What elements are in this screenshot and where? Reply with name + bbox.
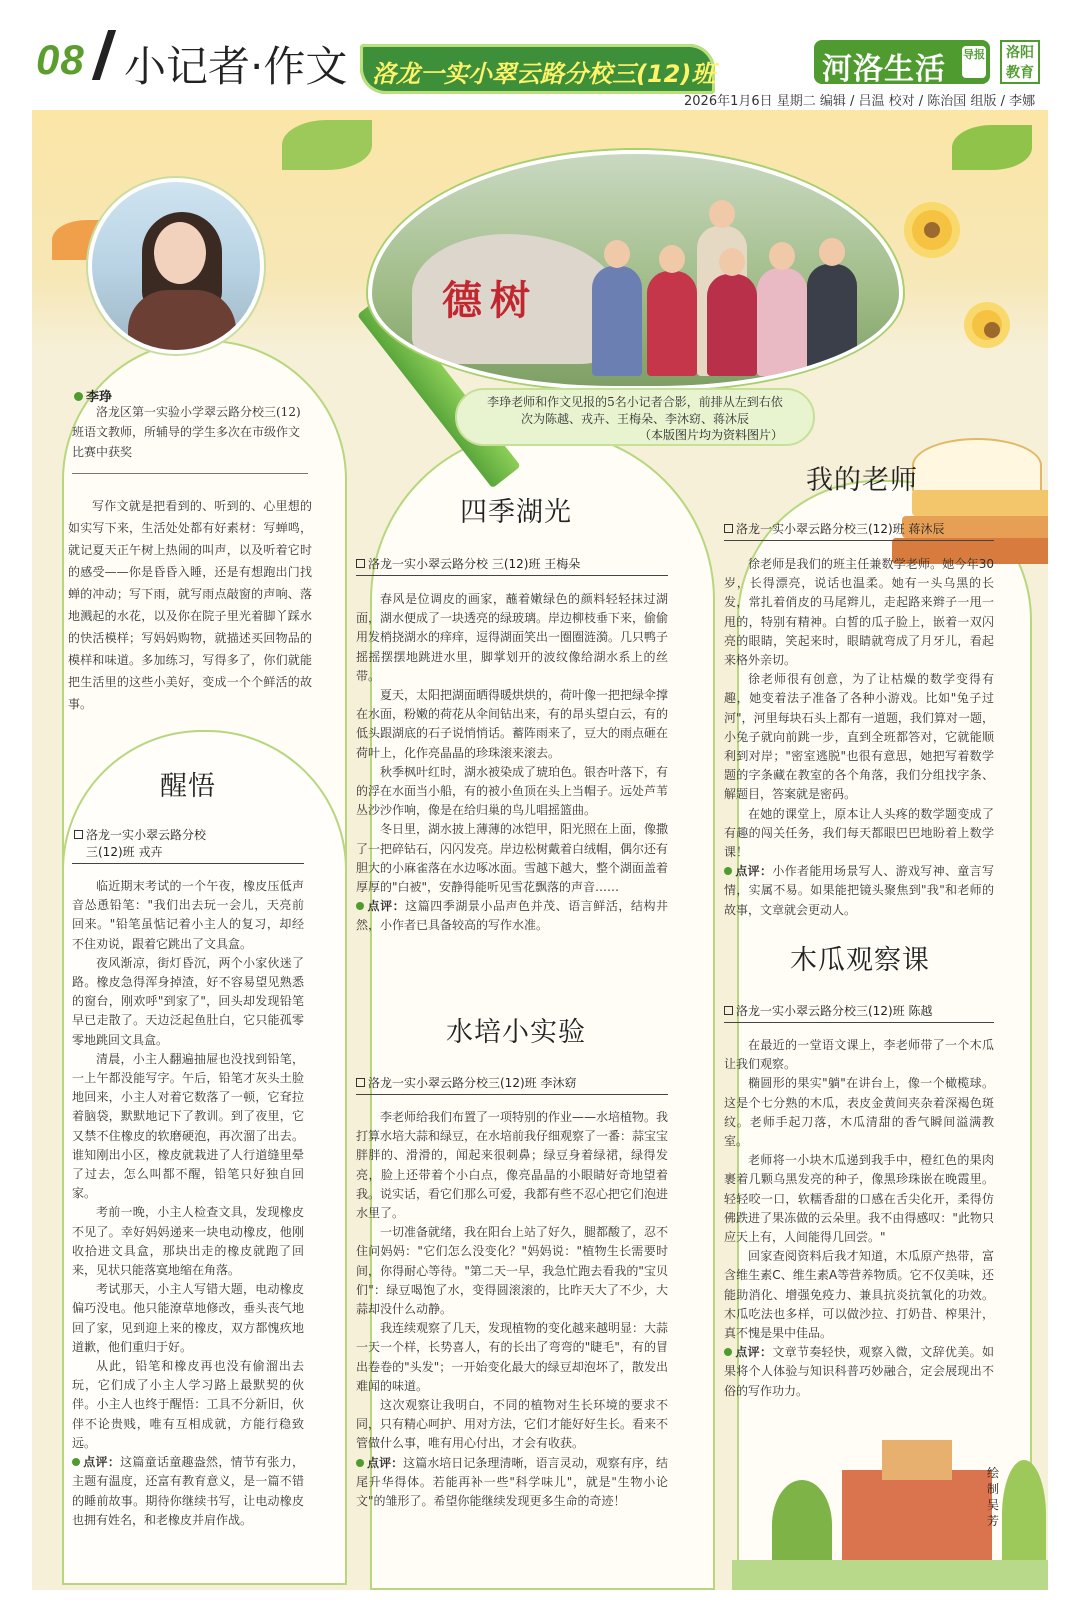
byline-papaya [724,1002,932,1019]
lawn [732,1560,1048,1590]
comment-lake [356,897,668,935]
paragraph: 夏天，太阳把湖面晒得暖烘烘的，荷叶像一把把绿伞撑在水面，粉嫩的荷花从伞间钻出来，有的昂头望白云，有的低头跟湖底的石子说悄悄话。蓄阵雨来了，豆大的雨点砸在荷叶上，化作亮晶晶的珍珠滚来滚去。 [356,688,669,760]
page-number: 08 [36,36,85,83]
paragraph: 这次观察让我明白，不同的植物对生长环境的要求不同，只有精心呵护、用对方法，它们才能好好生长。看来不管做什么事，唯有用心付出，才会有收获。 [356,1398,669,1451]
student-figure [592,266,642,376]
article-title-awakening: 醒悟 [160,771,216,802]
comment-label: 点评： [735,864,773,879]
student-figure [757,268,807,376]
paragraph: 夜风渐凉，街灯昏沉，两个小家伙迷了路。橡皮急得浑身掉渣，好不容易望见熟悉的窗台，刚欢呼"到家了"，回头却发现铅笔早已走散了。天边泛起鱼肚白，它只能孤零零地跳回文具盒。 [72,955,304,1047]
divider [72,473,308,474]
byline-text: 洛龙一实小翠云路分校三(12)班 蒋沐辰 [736,522,945,536]
article-body-papaya [724,1036,994,1401]
article-title-papaya: 木瓜观察课 [790,945,930,976]
comment-papaya [724,1343,994,1401]
comment-label: 点评： [735,1345,773,1360]
paragraph: 椭圆形的果实"躺"在讲台上，像一个橄榄球。这是个七分熟的木瓜，表皮金黄间夹杂着深褐色斑纹。老师手起刀落，木瓜清甜的香气瞬间溢满教室。 [724,1076,994,1149]
paragraph: 春风是位调皮的画家，蘸着嫩绿色的颜料轻轻抹过湖面，湖水便成了一块透亮的绿玻璃。岸边柳枝垂下来，偷偷用发梢挠湖水的痒痒，逗得湖面笑出一圈圈涟漪。几只鸭子摇摇摆摆地跳进水里，脚掌划开的波纹像给湖水系上的丝带。 [356,592,669,683]
byline-text: 洛龙一实小翠云路分校 三(12)班 王梅朵 [368,557,581,571]
photo-source-note: （本版图片均为资料图片） [638,428,783,442]
school-banner-text: 洛龙一实小翠云路分校三(12)班 [372,60,716,88]
bullet-dot-icon [356,1459,364,1467]
student-figure [807,264,857,376]
paragraph: 老师将一小块木瓜递到我手中，橙红色的果肉裹着几颗乌黑发亮的种子，像黑珍珠嵌在晚霞里。轻轻咬一口，软糯香甜的口感在舌尖化开，柔得仿佛跌进了果冻做的云朵里。我不由得感叹："此物只应天上有，人间能得几回尝。" [724,1153,994,1245]
comment-label: 点评： [367,899,406,914]
bullet-dot-icon [356,902,364,910]
article-title-hydro: 水培小实验 [446,1017,586,1048]
divider [724,540,994,541]
paragraph: 我连续观察了几天，发现植物的变化越来越明显：大蒜一天一个样，长势喜人，有的长出了弯弯的"睫毛"，有的冒出卷卷的"头发"；一开始变化最大的绿豆却泡坏了，散发出难闻的味道。 [356,1321,669,1393]
divider [72,863,304,864]
newspaper-logo [814,40,990,87]
teacher-quote: 写作文就是把看到的、听到的、心里想的如实写下来，生活处处都有好素材：写蝉鸣，就记夏天正午树上热闹的叫声，以及听着它时的感受——你是昏昏入睡，还是有想跑出门找蝉的冲动；写下雨，就写雨点敲窗的声响、落地溅起的水花，以及你在院子里光着脚丫踩水的快活模样；写妈妈购物，就描述买回物品的模样和味道。多加练习，写得多了，你们就能把生活里的这些小美好，变成一个个鲜活的故事。 [68,499,312,711]
paragraph: 冬日里，湖水披上薄薄的冰铠甲，阳光照在上面，像撒了一把碎钻石，闪闪发亮。岸边松树戴着白绒帽，偶尔还有胆大的小麻雀落在水边啄冰面。雪越下越大，整个湖面盖着厚厚的"白被"，安静得能听见雪花飘落的声音…… [356,822,669,895]
paragraph: 考前一晚，小主人检查文具，发现橡皮不见了。幸好妈妈递来一块电动橡皮，他刚收拾进文具盒，那块出走的橡皮就跑了回来，见状只能落寞地缩在角落。 [72,1205,304,1278]
byline-lake [356,555,580,572]
comment-text: 文章节奏轻快，观察入微，文辞优美。如果将个人体验与知识科普巧妙融合，定会展现出不俗的写作功力。 [724,1345,994,1398]
student-figure [707,274,757,376]
paragraph: 徐老师很有创意，为了让枯燥的数学变得有趣，她变着法子准备了各种小游戏。比如"兔子过河"，河里每块石头上都有一道题，我们算对一题，小兔子就向前跳一步，直到全班都答对，它就能顺利到对岸；"密室逃脱"也很有意思，她把写着数学题的字条藏在教室的各个角落，我们分组找字条、解题目，答案就是密码。 [724,672,994,802]
teacher-portrait [88,178,264,354]
divider [724,1022,994,1023]
teacher-name: 李琤 [86,390,113,405]
leaf-decoration [282,120,372,170]
photo-caption: 李琤老师和作文见报的5名小记者合影，前排从左到右依次为陈越、戎卉、王梅朵、李沐窈、蒋沐辰 [487,395,783,426]
bullet-dot-icon [724,867,732,875]
paragraph: 清晨，小主人翻遍抽屉也没找到铅笔，一上午都没能写字。午后，铅笔才灰头土脸地回来，小主人对着它数落了一顿，它耷拉着脑袋，默默地记下了教训。到了夜里，它又禁不住橡皮的软磨硬泡，再次溜了出去。谁知刚出小区，橡皮就栽进了人行道缝里晕了过去，怎么叫都不醒，铅笔只好独自回家。 [72,1051,304,1201]
paragraph: 在最近的一堂语文课上，李老师带了一个木瓜让我们观察。 [724,1038,994,1072]
logo-text: 河洛生活 [822,52,946,87]
paragraph: 李老师给我们布置了一项特别的作业——水培植物。我打算水培大蒜和绿豆，在水培前我仔细观察了一番：蒜宝宝胖胖的、滑滑的，闻起来很刺鼻；绿豆身着绿裙，绿得发亮，脸上还带着个小白点，像亮晶晶的小眼睛好奇地望着我。说实话，看它们那么可爱，我都有些不忍心把它们泡进水里了。 [356,1110,669,1221]
header-slash [92,30,116,80]
byline-awakening-2: 三(12)班 戎卉 [86,845,163,859]
paragraph: 从此，铅笔和橡皮再也没有偷溜出去玩，它们成了小主人学习路上最默契的伙伴。小主人也终于醒悟：工具不分新旧，伙伴不论贵贱，唯有互相成就，方能行稳致远。 [72,1359,304,1450]
school-banner [360,44,715,94]
page-header [0,0,1080,110]
teacher-bio: 洛龙区第一实验小学翠云路分校三(12)班语文教师，所辅导的学生多次在市级作文比赛中获奖 [72,405,301,459]
comment-label: 点评： [83,1455,121,1470]
bullet-dot-icon [72,1458,80,1466]
paragraph: 在她的课堂上，原本让人头疼的数学题变成了有趣的闯关任务，我们每天都眼巴巴地盼着上数学课！ [724,806,994,860]
byline-teacher [724,520,944,537]
section-title: 小记者·作文 [124,42,348,91]
comment-text: 小作者能用场景写人、游戏写神、童言写情，实属不易。如果能把镜头聚焦到"我"和老师的故事，文章就会更动人。 [724,864,994,917]
edition-box: 洛阳教育 [1000,40,1040,84]
tree-icon [772,1480,832,1570]
logo-badge: 导报 [962,46,986,78]
student-figure [647,271,697,376]
school-tower [882,1440,952,1480]
byline-awakening-1 [74,826,206,843]
byline-text: 洛龙一实小翠云路分校三(12)班 陈越 [736,1004,933,1018]
paragraph: 徐老师是我们的班主任兼数学老师。她今年30岁，长得漂亮，说话也温柔。她有一头乌黑的长发，常扎着俏皮的马尾辫儿，走起路来辫子一甩一甩的，特别有精神。白皙的瓜子脸上，嵌着一双闪亮的眼睛，笑起来时，眼睛就弯成了月牙儿，看起来格外亲切。 [724,557,994,668]
comment-text: 这篇四季湖景小品声色并茂、语言鲜活，结构井然，小作者已具备较高的写作水准。 [356,899,668,933]
illustrator-credit: 绘制 吴芳 [986,1466,999,1528]
bullet-dot-icon [724,1348,732,1356]
article-body-teacher [724,555,994,920]
divider [356,575,668,576]
leaf-decoration [952,125,1032,170]
article-title-lake: 四季湖光 [460,497,572,528]
paragraph: 回家查阅资料后我才知道，木瓜原产热带，富含维生素C、维生素A等营养物质。它不仅美味，还能助消化、增强免疫力、兼具抗炎抗氧化的功效。木瓜吃法也多样，可以做沙拉、打奶昔、榨果汁，真不愧是果中佳品。 [724,1249,994,1341]
article-title-teacher: 我的老师 [806,465,918,496]
tree-icon [1002,1460,1046,1570]
paragraph: 考试那天，小主人写错大题，电动橡皮偏巧没电。他只能潦草地修改，垂头丧气地回了家，见到迎上来的橡皮，双方都愧疚地道歉，他们重归于好。 [72,1282,304,1354]
article-body-lake [356,590,668,936]
sunflower-icon [912,210,952,250]
byline-text: 洛龙一实小翠云路分校 [86,828,207,842]
comment-teacher [724,862,994,920]
paragraph: 临近期末考试的一个午夜，橡皮压低声音怂恿铅笔："我们出去玩一会儿，天亮前回来。"铅笔虽惦记着小主人的复习，却经不住劝说，跟着它跳出了文具盒。 [72,879,304,951]
rock-inscription: 德树 [442,277,538,324]
byline-hydro [356,1074,576,1091]
paragraph: 秋季枫叶红时，湖水被染成了琥珀色。银杏叶落下，有的浮在水面当小船，有的被小鱼顶在头上当帽子。远处芦苇丛沙沙作响，像是在给归巢的鸟儿唱摇篮曲。 [356,764,669,818]
comment-awakening [72,1453,304,1530]
article-body-hydro [356,1108,668,1511]
bullet-dot-icon [74,392,83,401]
date-line: 2026年1月6日 星期二 编辑 / 吕温 校对 / 陈治国 组版 / 李娜 [684,94,1036,109]
school-building [842,1470,992,1560]
article-body-awakening [72,877,304,1530]
divider [356,1094,668,1095]
comment-text: 这篇童话童趣盎然，情节有张力，主题有温度，还富有教育意义，是一篇不错的睡前故事。期待你继续书写，让电动橡皮也拥有姓名，和老橡皮并肩作战。 [72,1455,304,1527]
photo-caption-box [455,388,815,446]
sunflower-icon [972,310,1002,340]
comment-label: 点评： [367,1455,404,1470]
byline-text: 洛龙一实小翠云路分校三(12)班 李沐窈 [368,1076,577,1090]
paragraph: 一切准备就绪，我在阳台上站了好久，腿都酸了，忍不住问妈妈："它们怎么没变化？"妈妈说："植物生长需要时间，你得耐心等待。"第二天一早，我急忙跑去看我的"宝贝们"：绿豆喝饱了水，变得圆滚滚的，比昨天大了不少，大蒜却没什么动静。 [356,1225,669,1317]
comment-hydro [356,1454,668,1512]
comment-text: 这篇水培日记条理清晰，语言灵动，观察有序，结尾升华得体。若能再补一些"科学味儿"，就是"生物小论文"的雏形了。希望你能继续发现更多生命的奇迹！ [356,1455,668,1509]
